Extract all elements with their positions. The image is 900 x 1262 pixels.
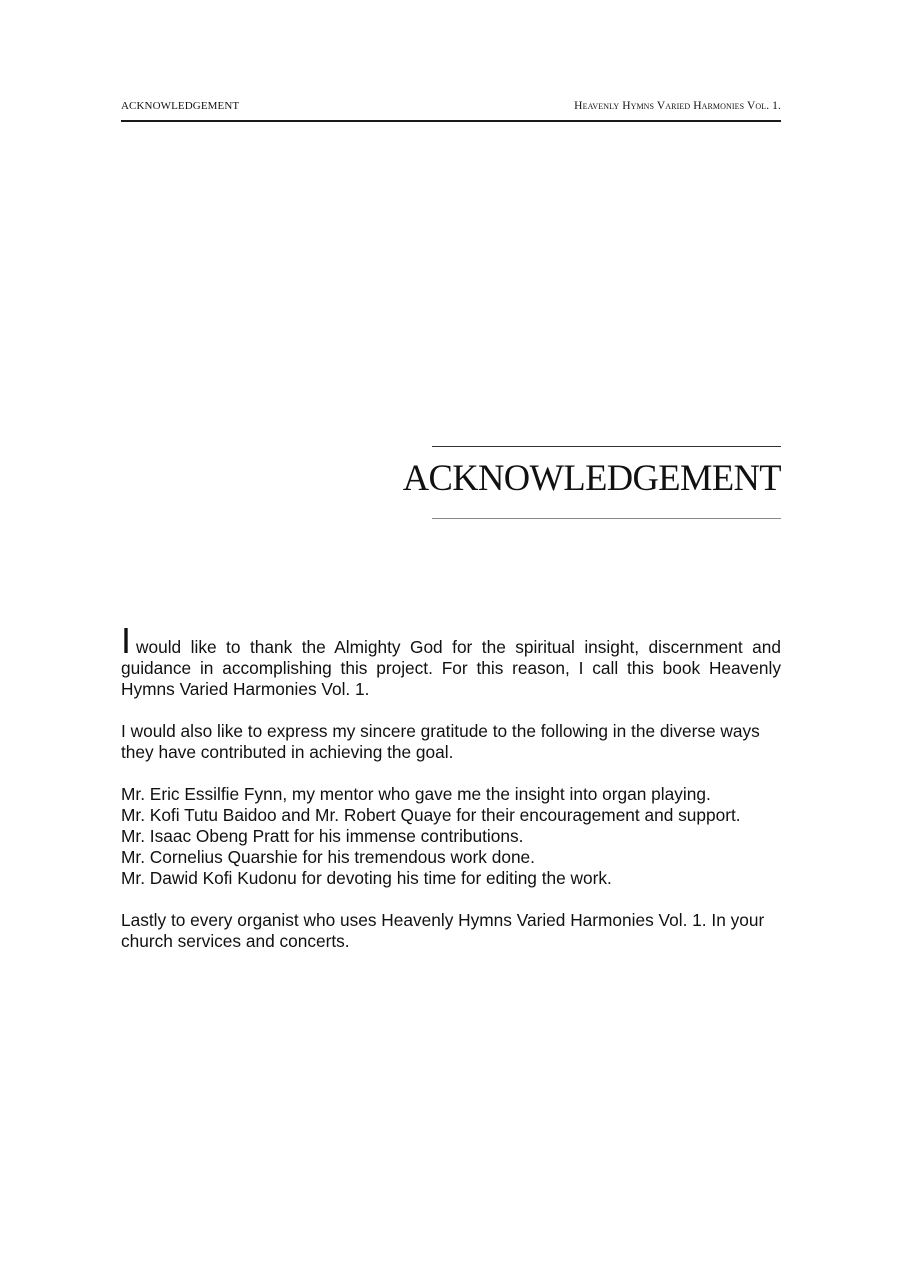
thanks-list	[121, 784, 781, 889]
intro-paragraph-text: would like to thank the Almighty God for the spiritual insight, discernment and guidance in accomplishing this project. For this reason, I call this book Heavenly Hymns Varied Harmonies Vol. 1.	[121, 637, 781, 699]
page-title: ACKNOWLEDGEMENT	[402, 457, 781, 498]
list-item: Mr. Cornelius Quarshie for his tremendous work done.	[121, 847, 535, 867]
closing-paragraph: Lastly to every organist who uses Heavenly Hymns Varied Harmonies Vol. 1. In your church services and concerts.	[121, 910, 765, 951]
list-item: Mr. Dawid Kofi Kudonu for devoting his time for editing the work.	[121, 868, 612, 888]
header-book-title: Heavenly Hymns Varied Harmonies Vol. 1.	[574, 100, 781, 112]
gratitude-paragraph: I would also like to express my sincere gratitude to the following in the diverse ways they have contributed in achieving the goal.	[121, 721, 760, 762]
header-section-label: ACKNOWLEDGEMENT	[121, 100, 240, 112]
running-header	[121, 98, 781, 122]
drop-cap: I	[121, 620, 132, 661]
list-item: Mr. Eric Essilfie Fynn, my mentor who gave me the insight into organ playing.	[121, 784, 711, 804]
list-item: Mr. Isaac Obeng Pratt for his immense contributions.	[121, 826, 524, 846]
intro-paragraph	[121, 620, 781, 700]
title-block	[402, 446, 781, 519]
acknowledgement-body	[121, 620, 781, 973]
list-item: Mr. Kofi Tutu Baidoo and Mr. Robert Quaye for their encouragement and support.	[121, 805, 741, 825]
